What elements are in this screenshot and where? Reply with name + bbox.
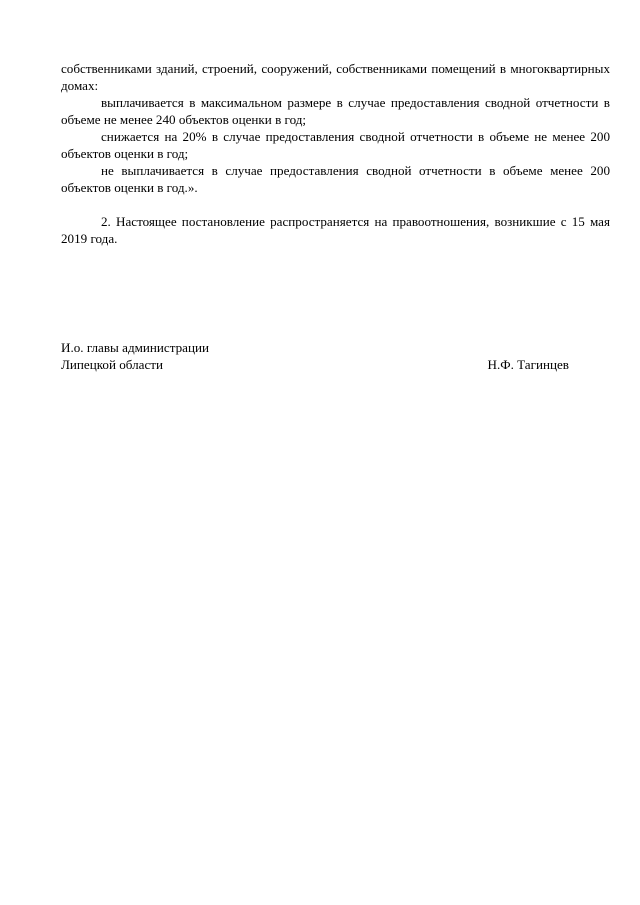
paragraph-gap xyxy=(61,196,610,213)
paragraph-reduced-payment: снижается на 20% в случае предоставления сводной отчетности в объеме не менее 200 объектов оценки в год; xyxy=(61,129,610,161)
paragraph-owners: собственниками зданий, строений, сооружений, собственниками помещений в многоквартирных домах: xyxy=(61,61,610,93)
paragraph-no-payment: не выплачивается в случае предоставления сводной отчетности в объеме менее 200 объектов оценки в год.». xyxy=(61,163,610,195)
paragraph-max-payment: выплачивается в максимальном размере в случае предоставления сводной отчетности в объеме не менее 240 объектов оценки в год; xyxy=(61,95,610,127)
signatory-name: Н.Ф. Тагинцев xyxy=(487,357,569,372)
signature-line xyxy=(61,356,569,373)
signature-block xyxy=(61,339,610,373)
signature-position-line1: И.о. главы администрации xyxy=(61,340,209,355)
paragraph-effective-date: 2. Настоящее постановление распространяется на правоотношения, возникшие с 15 мая 2019 года. xyxy=(61,214,610,246)
signature-position-line2: Липецкой области xyxy=(61,357,164,372)
document-body xyxy=(61,60,610,247)
